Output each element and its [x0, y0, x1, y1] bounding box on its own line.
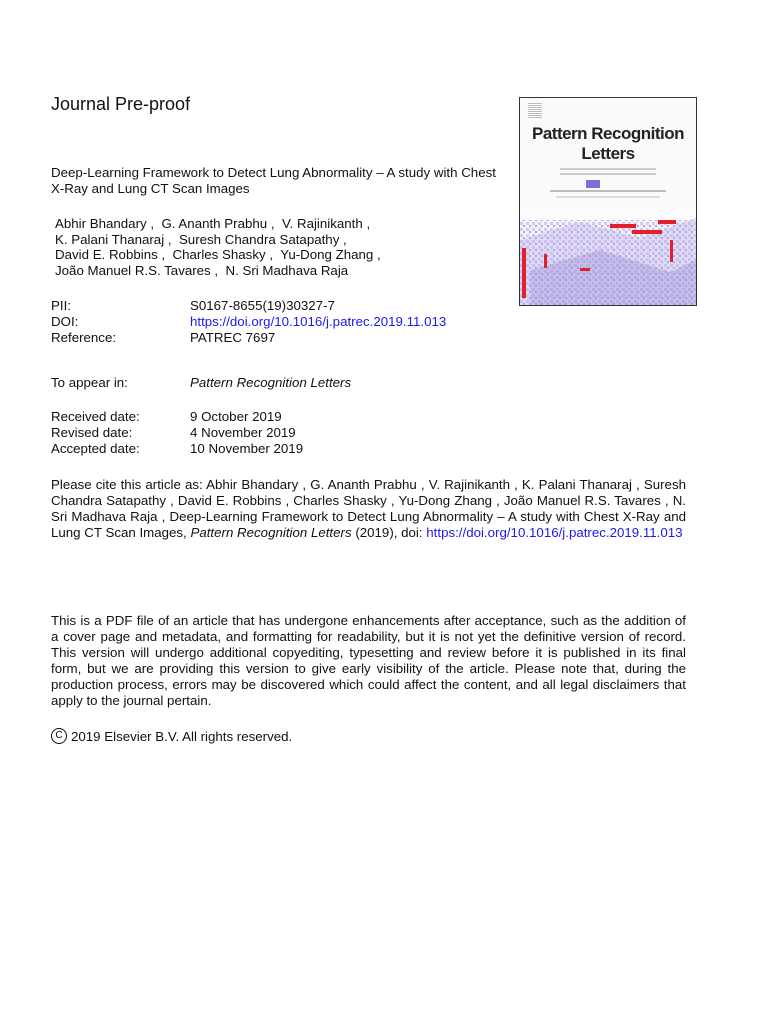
author-name: Yu-Dong Zhang , — [280, 247, 381, 262]
citation-authors: Abhir Bhandary , G. Ananth Prabhu , V. Rajinikanth , K. Palani Thanaraj , Suresh Chandra Satapathy , David E. Robbins , Charles Shasky , Yu-Dong Zhang , João Manuel R.S. Tavares , N. Sri Madhava Raja , — [51, 477, 686, 524]
author-name: Abhir Bhandary , — [55, 216, 155, 231]
cover-title-line: Letters — [581, 144, 635, 163]
copyright-text: 2019 Elsevier B.V. All rights reserved. — [71, 728, 293, 744]
author-name: N. Sri Madhava Raja — [225, 262, 349, 278]
citation-prefix: Please cite this article as: — [51, 477, 203, 492]
author-name: Suresh Chandra Satapathy , — [178, 231, 347, 247]
cover-badge-icon — [586, 180, 600, 188]
author-name: G. Ananth Prabhu , — [161, 216, 275, 231]
journal-pre-proof-label: Journal Pre-proof — [51, 94, 191, 114]
citation-year-doi: (2019), doi: — [355, 525, 423, 540]
reference-label: Reference: — [51, 330, 117, 345]
author-name: K. Palani Thanaraj , — [55, 231, 172, 247]
accepted-date-value: 10 November 2019 — [190, 441, 304, 456]
received-date-label: Received date: — [51, 409, 140, 424]
cover-subtitle-line — [560, 173, 656, 175]
author-name: David E. Robbins , — [55, 247, 166, 262]
pre-proof-notice: This is a PDF file of an article that has undergone enhancements after acceptance, such as the addition of a cover page and metadata, and formatting for readability, but it is not yet the definitive version of record. This version will undergo additional copyediting, typesetting and review before it is published in its final form, but we are providing this version to give early visibility of the article. Please note that, during the production process, errors may be discovered which could affect the content, and all legal disclaimers that apply to the journal pertain. — [51, 613, 686, 708]
appear-in-value: Pattern Recognition Letters — [190, 375, 352, 390]
citation-paragraph — [51, 477, 686, 541]
cover-subtitle-line — [560, 168, 656, 170]
received-date-value: 9 October 2019 — [190, 409, 282, 424]
reference-value: PATREC 7697 — [190, 330, 276, 345]
revised-date-label: Revised date: — [51, 425, 133, 440]
author-name: João Manuel R.S. Tavares , — [55, 262, 219, 278]
citation-journal: Pattern Recognition Letters — [190, 525, 352, 540]
citation-title: Deep-Learning Framework to Detect Lung Abnormality – A study with Chest X-Ray and Lung CT Scan Images, — [51, 509, 687, 540]
citation-doi-link[interactable]: https://doi.org/10.1016/j.patrec.2019.11.013 — [426, 525, 683, 540]
cover-issue-line — [550, 190, 666, 192]
cover-title-line: Pattern Recognition — [531, 124, 684, 143]
pii-value: S0167-8655(19)30327-7 — [190, 298, 335, 313]
author-list — [55, 216, 475, 278]
doi-label: DOI: — [51, 314, 79, 329]
revised-date-value: 4 November 2019 — [190, 425, 296, 440]
author-name: V. Rajinikanth , — [281, 216, 371, 231]
elsevier-logo-icon — [528, 102, 542, 118]
cover-issue-line — [556, 196, 660, 198]
pii-label: PII: — [51, 298, 71, 313]
copyright-line — [51, 728, 292, 744]
appear-in-label: To appear in: — [51, 375, 128, 390]
article-title: Deep-Learning Framework to Detect Lung Abnormality – A study with Chest X-Ray and Lung CT Scan Images — [51, 165, 496, 196]
accepted-date-label: Accepted date: — [51, 441, 140, 456]
cover-title — [520, 124, 696, 164]
journal-cover-image — [519, 97, 697, 306]
cover-artwork — [520, 210, 696, 305]
doi-link[interactable]: https://doi.org/10.1016/j.patrec.2019.11.013 — [190, 314, 447, 329]
copyright-icon: C — [51, 728, 67, 744]
author-name: Charles Shasky , — [172, 247, 274, 262]
